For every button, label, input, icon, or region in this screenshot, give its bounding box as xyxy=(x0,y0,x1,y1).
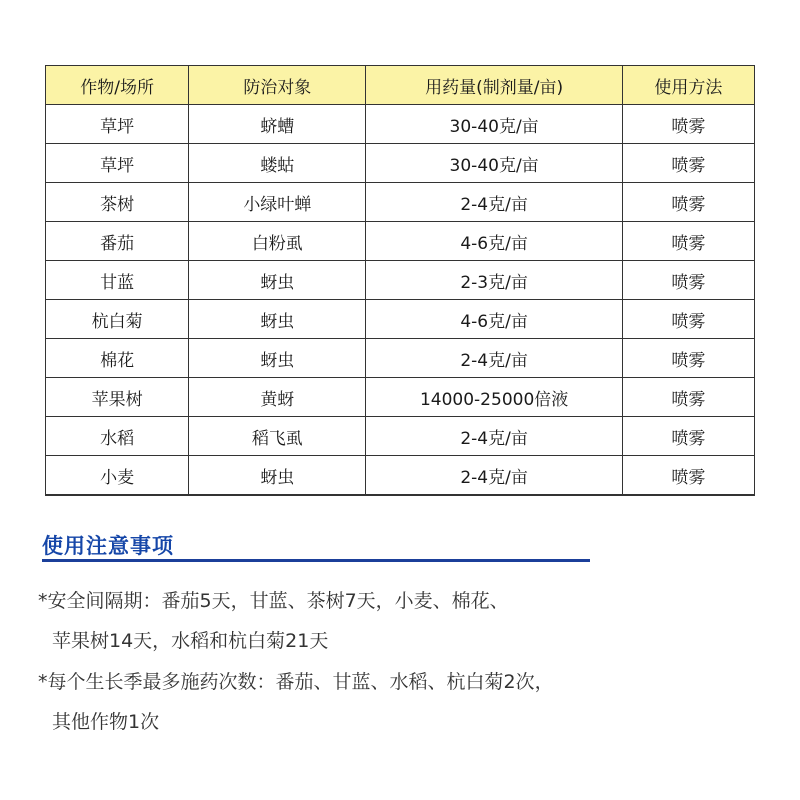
cell-crop: 棉花 xyxy=(46,339,189,378)
cell-dosage: 30-40克/亩 xyxy=(366,144,622,183)
cell-method: 喷雾 xyxy=(622,378,754,417)
cell-crop: 番茄 xyxy=(46,222,189,261)
cell-method: 喷雾 xyxy=(622,105,754,144)
cell-method: 喷雾 xyxy=(622,261,754,300)
table-row xyxy=(46,300,755,339)
cell-target: 蝼蛄 xyxy=(189,144,366,183)
cell-method: 喷雾 xyxy=(622,183,754,222)
table-row xyxy=(46,261,755,300)
table-row xyxy=(46,105,755,144)
cell-crop: 草坪 xyxy=(46,144,189,183)
table-row xyxy=(46,144,755,183)
cell-target: 蚜虫 xyxy=(189,456,366,496)
note-max-applications: *每个生长季最多施药次数：番茄、甘蓝、水稻、杭白菊2次， xyxy=(38,671,554,693)
cell-crop: 杭白菊 xyxy=(46,300,189,339)
usage-table xyxy=(45,65,755,496)
cell-dosage: 4-6克/亩 xyxy=(366,300,622,339)
table-row xyxy=(46,456,755,496)
cell-target: 白粉虱 xyxy=(189,222,366,261)
header-method: 使用方法 xyxy=(622,66,754,105)
cell-method: 喷雾 xyxy=(622,144,754,183)
cell-crop: 草坪 xyxy=(46,105,189,144)
note-max-applications-continued: 其他作物1次 xyxy=(52,711,160,733)
cell-dosage: 30-40克/亩 xyxy=(366,105,622,144)
cell-target: 蚜虫 xyxy=(189,300,366,339)
cell-method: 喷雾 xyxy=(622,339,754,378)
cell-method: 喷雾 xyxy=(622,456,754,496)
table-row xyxy=(46,183,755,222)
cell-target: 蛴螬 xyxy=(189,105,366,144)
header-dosage: 用药量(制剂量/亩) xyxy=(366,66,622,105)
cell-dosage: 2-4克/亩 xyxy=(366,456,622,496)
table-row xyxy=(46,339,755,378)
notes-title: 使用注意事项 xyxy=(42,534,174,558)
cell-crop: 苹果树 xyxy=(46,378,189,417)
cell-crop: 水稻 xyxy=(46,417,189,456)
cell-dosage: 4-6克/亩 xyxy=(366,222,622,261)
cell-crop: 茶树 xyxy=(46,183,189,222)
cell-dosage: 2-3克/亩 xyxy=(366,261,622,300)
cell-method: 喷雾 xyxy=(622,300,754,339)
cell-target: 稻飞虱 xyxy=(189,417,366,456)
note-safety-interval: *安全间隔期：番茄5天，甘蓝、茶树7天，小麦、棉花、 xyxy=(38,590,509,612)
cell-target: 黄蚜 xyxy=(189,378,366,417)
cell-dosage: 14000-25000倍液 xyxy=(366,378,622,417)
notes-title-underline xyxy=(42,559,590,562)
cell-target: 小绿叶蝉 xyxy=(189,183,366,222)
cell-dosage: 2-4克/亩 xyxy=(366,339,622,378)
cell-crop: 小麦 xyxy=(46,456,189,496)
cell-target: 蚜虫 xyxy=(189,339,366,378)
header-crop: 作物/场所 xyxy=(46,66,189,105)
header-target: 防治对象 xyxy=(189,66,366,105)
table-header-row xyxy=(46,66,755,105)
cell-target: 蚜虫 xyxy=(189,261,366,300)
cell-dosage: 2-4克/亩 xyxy=(366,183,622,222)
note-safety-interval-continued: 苹果树14天，水稻和杭白菊21天 xyxy=(52,630,329,652)
table-row xyxy=(46,222,755,261)
cell-crop: 甘蓝 xyxy=(46,261,189,300)
table-row xyxy=(46,417,755,456)
table-row xyxy=(46,378,755,417)
cell-dosage: 2-4克/亩 xyxy=(366,417,622,456)
cell-method: 喷雾 xyxy=(622,417,754,456)
cell-method: 喷雾 xyxy=(622,222,754,261)
